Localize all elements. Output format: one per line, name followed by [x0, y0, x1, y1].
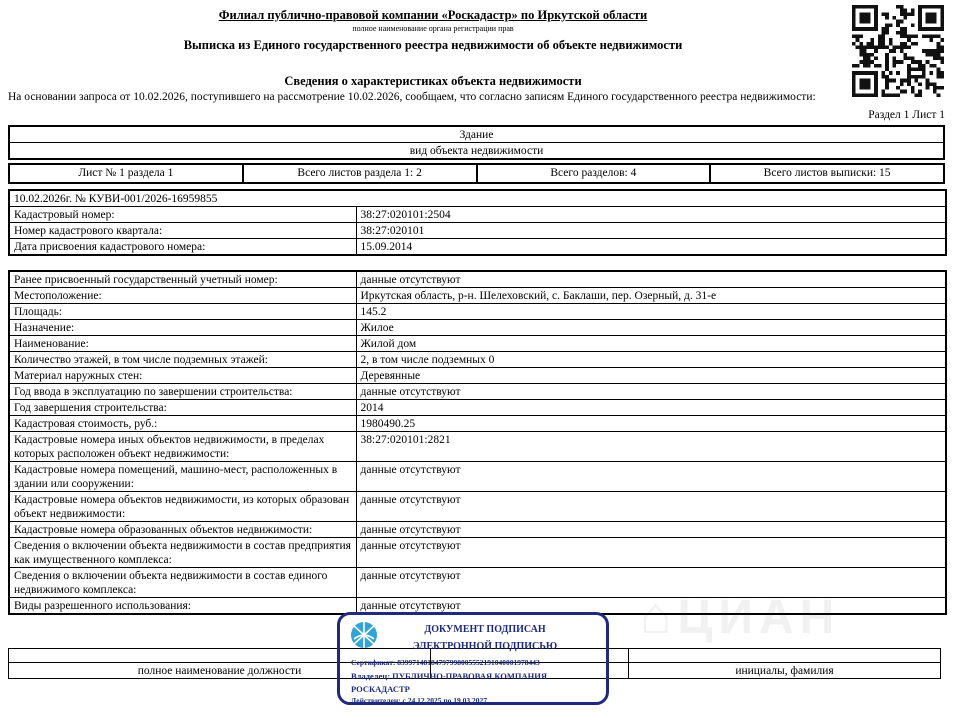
- attribute-label: Кадастровые номера иных объектов недвижимости, в пределах которых расположен объект недвижимости:: [9, 432, 356, 462]
- attribute-value: данные отсутствуют: [356, 384, 946, 400]
- object-type-caption: вид объекта недвижимости: [9, 143, 944, 160]
- attribute-label: Площадь:: [9, 304, 356, 320]
- watermark-text: ЦИАН: [677, 591, 841, 644]
- attribute-label: Кадастровые номера объектов недвижимости, из которых образован объект недвижимости:: [9, 492, 356, 522]
- attribute-value: 38:27:020101:2504: [356, 207, 946, 223]
- attribute-value: Иркутская область, р-н. Шелеховский, с. Баклаши, пер. Озерный, д. 31-е: [356, 288, 946, 304]
- table-row: [9, 416, 946, 432]
- attribute-value: 1980490.25: [356, 416, 946, 432]
- attribute-label: Назначение:: [9, 320, 356, 336]
- attributes-table: [8, 270, 947, 615]
- table-row: [9, 336, 946, 352]
- total-sheets-cell: Всего листов выписки: 15: [710, 164, 944, 183]
- table-row: [9, 271, 946, 288]
- attribute-label: Номер кадастрового квартала:: [9, 223, 356, 239]
- digital-signature-stamp: [337, 612, 609, 705]
- attribute-value: Жилое: [356, 320, 946, 336]
- attribute-value: 2, в том числе подземных 0: [356, 352, 946, 368]
- table-row: [9, 207, 946, 223]
- attribute-value: данные отсутствуют: [356, 568, 946, 598]
- table-row: [9, 384, 946, 400]
- section-title: Сведения о характеристиках объекта недвижимости: [284, 74, 582, 88]
- table-row: [9, 239, 946, 256]
- attribute-value: данные отсутствуют: [356, 522, 946, 538]
- house-icon: ⌂: [640, 587, 678, 645]
- stamp-title-line1: ДОКУМЕНТ ПОДПИСАН: [424, 624, 546, 635]
- stamp-owner: Владелец: ПУБЛИЧНО-ПРАВОВАЯ КОМПАНИЯ: [351, 671, 548, 681]
- qr-code: [852, 5, 944, 97]
- total-sections-cell: Всего разделов: 4: [477, 164, 711, 183]
- registration-authority-caption: полное наименование органа регистрации прав: [352, 24, 514, 33]
- object-type-value: Здание: [9, 126, 944, 143]
- table-row: [9, 352, 946, 368]
- attribute-label: Виды разрешенного использования:: [9, 598, 356, 615]
- table-row: [9, 304, 946, 320]
- document-header: [8, 8, 858, 89]
- attribute-label: Местоположение:: [9, 288, 356, 304]
- attribute-label: Кадастровые номера образованных объектов недвижимости:: [9, 522, 356, 538]
- position-label: полное наименование должности: [9, 663, 431, 679]
- table-row: [9, 143, 944, 160]
- table-row: [9, 320, 946, 336]
- table-row: [9, 190, 946, 207]
- attribute-label: Наименование:: [9, 336, 356, 352]
- attribute-value: Жилой дом: [356, 336, 946, 352]
- table-row: [9, 164, 944, 183]
- stamp-certificate: Сертификат: 83997148184797998005552191040001978443: [351, 658, 540, 667]
- attribute-label: Ранее присвоенный государственный учетный номер:: [9, 271, 356, 288]
- watermark: [640, 586, 840, 646]
- attribute-value: 2014: [356, 400, 946, 416]
- request-statement: На основании запроса от 10.02.2026, поступившего на рассмотрение 10.02.2026, сообщаем, что согласно записям Единого государственного реестра недвижимости:: [8, 91, 816, 103]
- attribute-label: Кадастровая стоимость, руб.:: [9, 416, 356, 432]
- attribute-value: 38:27:020101: [356, 223, 946, 239]
- attribute-value: 145.2: [356, 304, 946, 320]
- attribute-label: Дата присвоения кадастрового номера:: [9, 239, 356, 256]
- attribute-value: данные отсутствуют: [356, 462, 946, 492]
- cadastral-table: [8, 189, 947, 256]
- attribute-label: Год завершения строительства:: [9, 400, 356, 416]
- stamp-owner-line2: РОСКАДАСТР: [351, 684, 410, 694]
- attribute-label: Кадастровые номера помещений, машино-мест, расположенных в здании или сооружении:: [9, 462, 356, 492]
- attribute-value: данные отсутствуют: [356, 598, 946, 615]
- table-row: [9, 288, 946, 304]
- table-row: [9, 538, 946, 568]
- document-title: Выписка из Единого государственного реестра недвижимости об объекте недвижимости: [183, 38, 683, 52]
- attribute-value: 38:27:020101:2821: [356, 432, 946, 462]
- attribute-label: Год ввода в эксплуатацию по завершении строительства:: [9, 384, 356, 400]
- table-row: [9, 492, 946, 522]
- registration-authority-name: Филиал публично-правовой компании «Роскадастр» по Иркутской области: [218, 8, 648, 22]
- table-row: [9, 126, 944, 143]
- attribute-label: Сведения о включении объекта недвижимости в состав предприятия как имущественного комплекса:: [9, 538, 356, 568]
- document-number: 10.02.2026г. № КУВИ-001/2026-16959855: [9, 190, 946, 207]
- attribute-value: 15.09.2014: [356, 239, 946, 256]
- table-row: [9, 432, 946, 462]
- table-row: [9, 223, 946, 239]
- attribute-value: данные отсутствуют: [356, 538, 946, 568]
- initials-label: инициалы, фамилия: [629, 663, 941, 679]
- attribute-label: Кадастровый номер:: [9, 207, 356, 223]
- stamp-title-line2: ЭЛЕКТРОННОЙ ПОДПИСЬЮ: [412, 641, 558, 652]
- stamp-validity: Действителен: с 24.12.2025 по 19.03.2027: [351, 696, 488, 705]
- section-sheets-cell: Всего листов раздела 1: 2: [243, 164, 477, 183]
- attribute-label: Материал наружных стен:: [9, 368, 356, 384]
- table-row: [9, 368, 946, 384]
- table-row: [9, 462, 946, 492]
- attribute-value: Деревянные: [356, 368, 946, 384]
- attribute-label: Сведения о включении объекта недвижимости в состав единого недвижимого комплекса:: [9, 568, 356, 598]
- sheet-number-cell: Лист № 1 раздела 1: [9, 164, 243, 183]
- signature-empty-cell: [629, 649, 941, 663]
- section-page-label: Раздел 1 Лист 1: [868, 109, 945, 121]
- sheet-info-table: [8, 163, 945, 184]
- attribute-label: Количество этажей, в том числе подземных этажей:: [9, 352, 356, 368]
- table-row: [9, 400, 946, 416]
- attribute-value: данные отсутствуют: [356, 271, 946, 288]
- attribute-value: данные отсутствуют: [356, 492, 946, 522]
- table-row: [9, 522, 946, 538]
- object-type-table: [8, 125, 945, 160]
